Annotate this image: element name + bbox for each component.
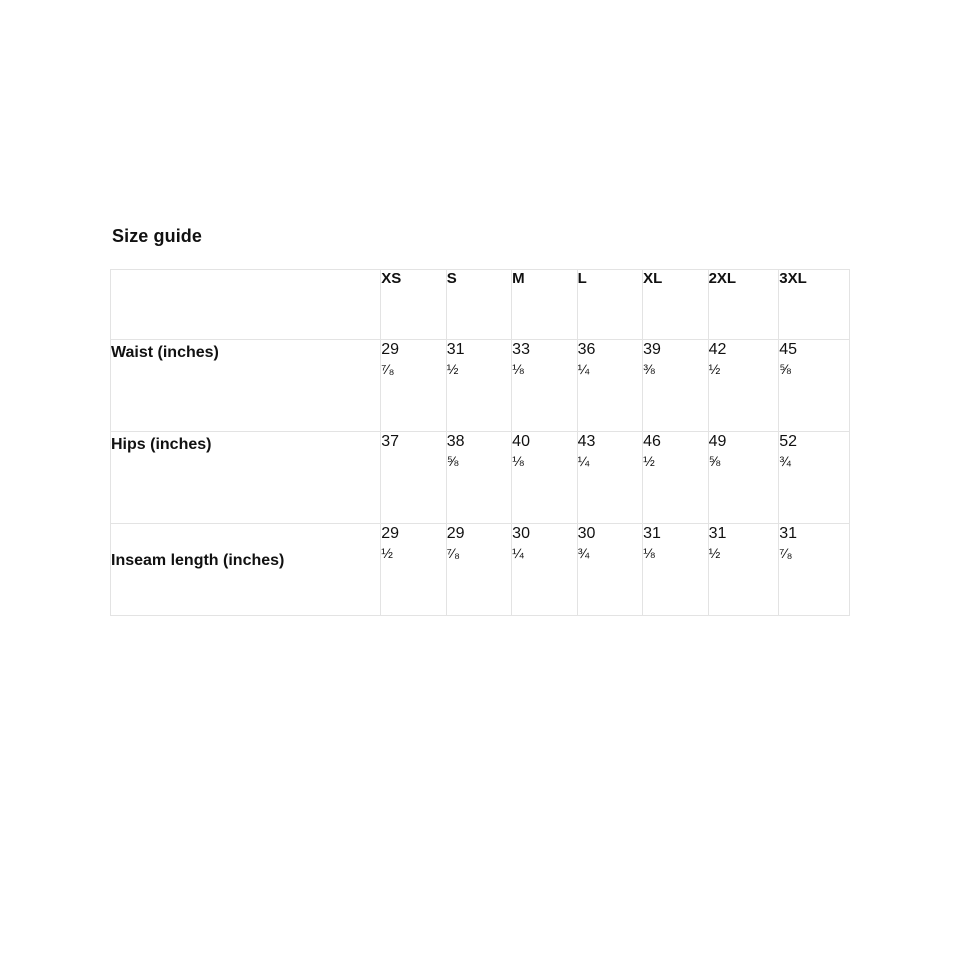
cell-hips-3xl <box>779 432 850 524</box>
value-whole: 45 <box>779 341 798 358</box>
cell-hips-xl <box>643 432 708 524</box>
cell-inseam-s <box>446 524 511 616</box>
value-fraction: ¼ <box>577 453 590 469</box>
cell-waist-3xl <box>779 340 850 432</box>
column-header-3xl: 3XL <box>779 270 850 340</box>
cell-inseam-l <box>577 524 642 616</box>
page-title: Size guide <box>112 226 203 246</box>
value-fraction: ½ <box>381 545 393 561</box>
value-whole: 38 <box>446 433 465 450</box>
row-label-hips: Hips (inches) <box>111 432 381 524</box>
cell-hips-s <box>446 432 511 524</box>
cell-waist-m <box>512 340 577 432</box>
cell-hips-m <box>512 432 577 524</box>
cell-inseam-xl <box>643 524 708 616</box>
column-header-xs: XS <box>381 270 446 340</box>
cell-waist-xl <box>643 340 708 432</box>
column-header-l: L <box>577 270 642 340</box>
value-whole: 39 <box>643 341 661 358</box>
value-fraction: ⅝ <box>446 453 459 469</box>
value-whole: 33 <box>512 341 530 358</box>
value-fraction: ⁷⁄₈ <box>381 361 395 377</box>
size-guide-container <box>110 226 850 616</box>
value-whole: 29 <box>446 525 465 542</box>
cell-hips-xs <box>381 432 446 524</box>
size-guide-table <box>110 269 850 616</box>
table-header-row <box>111 270 850 340</box>
cell-waist-s <box>446 340 511 432</box>
value-whole: 29 <box>381 525 400 542</box>
row-label-waist: Waist (inches) <box>111 340 381 432</box>
row-label-inseam-length: Inseam length (inches) <box>111 524 381 616</box>
value-fraction: ¼ <box>512 545 524 561</box>
value-fraction: ⅛ <box>512 361 524 377</box>
cell-inseam-3xl <box>779 524 850 616</box>
table-row <box>111 432 850 524</box>
cell-hips-l <box>577 432 642 524</box>
column-header-m: M <box>512 270 577 340</box>
value-whole: 31 <box>708 525 727 542</box>
value-fraction: ⁷⁄₈ <box>779 545 793 561</box>
cell-inseam-2xl <box>708 524 779 616</box>
value-whole: 29 <box>381 341 400 358</box>
value-fraction: ½ <box>708 545 721 561</box>
value-whole: 30 <box>512 525 530 542</box>
value-whole: 43 <box>577 433 596 450</box>
value-fraction: ⅜ <box>643 361 655 377</box>
value-fraction: ⅝ <box>708 453 721 469</box>
value-whole: 30 <box>577 525 596 542</box>
value-fraction: ⅝ <box>779 361 791 377</box>
value-fraction: ½ <box>446 361 459 377</box>
table-row <box>111 340 850 432</box>
value-fraction: ⁷⁄₈ <box>446 545 460 561</box>
value-fraction: ⅛ <box>643 545 655 561</box>
table-corner-cell <box>111 270 381 340</box>
value-whole: 52 <box>779 433 798 450</box>
column-header-2xl: 2XL <box>708 270 779 340</box>
cell-waist-xs <box>381 340 446 432</box>
table-row <box>111 524 850 616</box>
value-whole: 31 <box>446 341 465 358</box>
value-whole: 36 <box>577 341 596 358</box>
value-whole: 31 <box>643 525 661 542</box>
value-whole: 46 <box>643 433 661 450</box>
column-header-xl: XL <box>643 270 708 340</box>
value-fraction: ¾ <box>577 545 590 561</box>
value-whole: 37 <box>381 433 400 450</box>
cell-waist-2xl <box>708 340 779 432</box>
cell-inseam-m <box>512 524 577 616</box>
value-fraction: ¼ <box>577 361 590 377</box>
cell-inseam-xs <box>381 524 446 616</box>
value-fraction: ¾ <box>779 453 791 469</box>
cell-hips-2xl <box>708 432 779 524</box>
value-fraction: ½ <box>708 361 721 377</box>
value-whole: 40 <box>512 433 530 450</box>
value-whole: 49 <box>708 433 727 450</box>
value-fraction: ⅛ <box>512 453 524 469</box>
value-whole: 31 <box>779 525 798 542</box>
value-fraction: ½ <box>643 453 655 469</box>
cell-waist-l <box>577 340 642 432</box>
value-whole: 42 <box>708 341 727 358</box>
column-header-s: S <box>446 270 511 340</box>
